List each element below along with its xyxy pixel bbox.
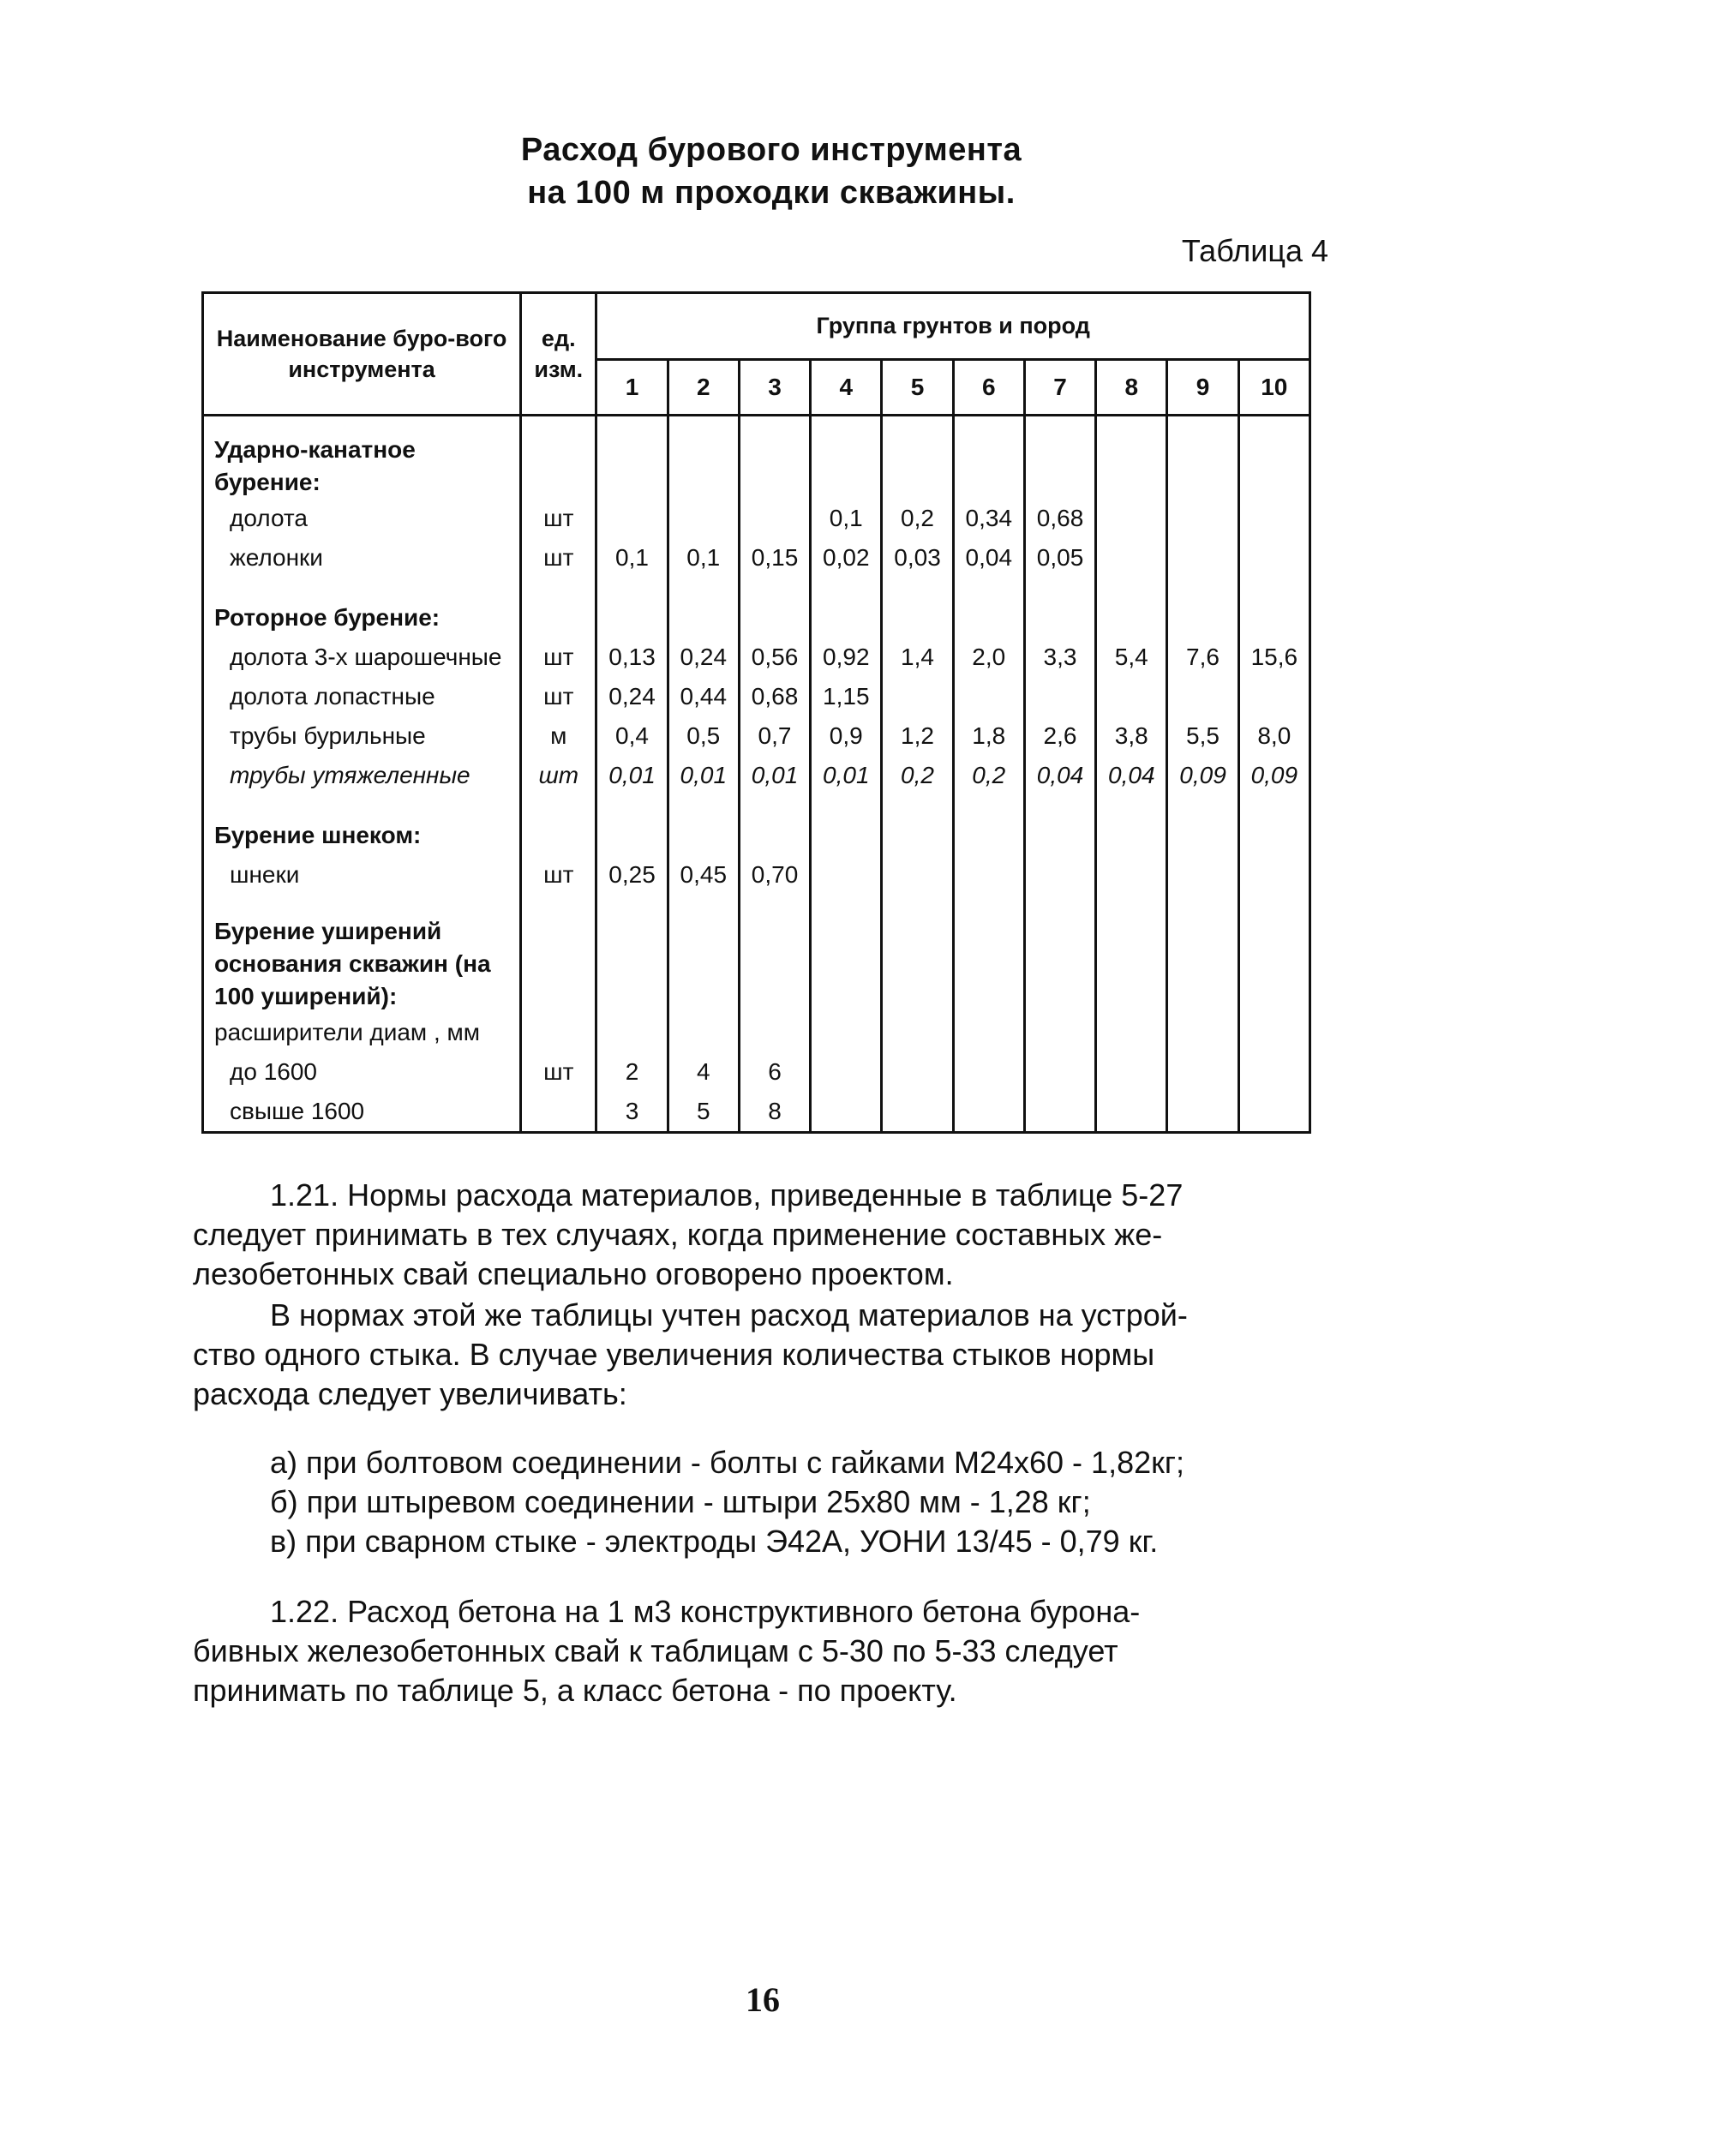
table-row (203, 855, 1310, 895)
value-cell: 1,8 (953, 716, 1024, 756)
spacer-cell (596, 795, 668, 809)
table-row (203, 756, 1310, 795)
value-cell (1238, 499, 1309, 538)
value-cell (1096, 1052, 1167, 1092)
value-cell: 1,4 (882, 638, 953, 677)
value-cell (953, 908, 1024, 1013)
spacer-cell (882, 895, 953, 908)
table-spacer-row (203, 578, 1310, 591)
table-spacer-row (203, 795, 1310, 809)
value-cell: 2,6 (1024, 716, 1095, 756)
value-cell (668, 416, 739, 500)
value-cell: 0,02 (811, 538, 882, 578)
value-cell: 0,45 (668, 855, 739, 895)
tool-name-cell: до 1600 (203, 1052, 521, 1092)
value-cell (1238, 1013, 1309, 1052)
paragraph-line: лезобетонных свай специально оговорено проектом. (193, 1256, 954, 1291)
unit-cell (521, 416, 596, 500)
value-cell: 0,9 (811, 716, 882, 756)
value-cell (953, 416, 1024, 500)
unit-cell (521, 908, 596, 1013)
value-cell (882, 1092, 953, 1133)
value-cell (1096, 855, 1167, 895)
spacer-cell (1238, 895, 1309, 908)
value-cell (1167, 809, 1238, 855)
spacer-cell (668, 795, 739, 809)
value-cell (882, 1013, 953, 1052)
value-cell: 0,09 (1167, 756, 1238, 795)
value-cell: 0,2 (882, 756, 953, 795)
table-row (203, 716, 1310, 756)
tool-name-cell: трубы бурильные (203, 716, 521, 756)
spacer-cell (953, 895, 1024, 908)
value-cell (811, 416, 882, 500)
spacer-cell (1096, 795, 1167, 809)
value-cell (668, 499, 739, 538)
header-group-number: 6 (953, 359, 1024, 415)
value-cell (882, 908, 953, 1013)
value-cell: 0,15 (739, 538, 810, 578)
header-group-number: 7 (1024, 359, 1095, 415)
value-cell (811, 908, 882, 1013)
value-cell: 8 (739, 1092, 810, 1133)
value-cell (1024, 809, 1095, 855)
value-cell: 0,01 (596, 756, 668, 795)
value-cell (1238, 591, 1309, 638)
paragraph-line: следует принимать в тех случаях, когда применение составных же- (193, 1217, 1163, 1252)
value-cell: 3,3 (1024, 638, 1095, 677)
value-cell (1024, 855, 1095, 895)
value-cell (1238, 908, 1309, 1013)
value-cell: 0,03 (882, 538, 953, 578)
table-row (203, 677, 1310, 716)
paragraph-line: расхода следует увеличивать: (193, 1376, 627, 1411)
value-cell: 0,4 (596, 716, 668, 756)
tool-name-cell: желонки (203, 538, 521, 578)
value-cell (1167, 1092, 1238, 1133)
value-cell (882, 416, 953, 500)
value-cell (1024, 591, 1095, 638)
value-cell (953, 809, 1024, 855)
value-cell: 0,1 (596, 538, 668, 578)
spacer-cell (203, 895, 521, 908)
unit-cell: шт (521, 677, 596, 716)
value-cell (1024, 1013, 1095, 1052)
unit-cell: шт (521, 638, 596, 677)
value-cell (1096, 908, 1167, 1013)
spacer-cell (739, 795, 810, 809)
tool-name-cell: расширители диам , мм (203, 1013, 521, 1052)
header-group-number: 9 (1167, 359, 1238, 415)
value-cell (1238, 809, 1309, 855)
spacer-cell (596, 578, 668, 591)
table-row (203, 538, 1310, 578)
header-group-number: 8 (1096, 359, 1167, 415)
value-cell (668, 809, 739, 855)
value-cell (811, 855, 882, 895)
value-cell (1096, 677, 1167, 716)
value-cell (1238, 416, 1309, 500)
header-group-number: 10 (1238, 359, 1309, 415)
value-cell: 0,24 (596, 677, 668, 716)
value-cell (739, 809, 810, 855)
header-group-number: 2 (668, 359, 739, 415)
value-cell (811, 1013, 882, 1052)
spacer-cell (203, 578, 521, 591)
spacer-cell (1238, 578, 1309, 591)
value-cell (1167, 591, 1238, 638)
value-cell (596, 591, 668, 638)
spacer-cell (521, 578, 596, 591)
paragraph-line: В нормах этой же таблицы учтен расход материалов на устрой- (270, 1297, 1188, 1333)
paragraph-1-22 (193, 1592, 1324, 1710)
table-row (203, 638, 1310, 677)
value-cell (596, 809, 668, 855)
spacer-cell (668, 578, 739, 591)
value-cell (1096, 809, 1167, 855)
table-row (203, 591, 1310, 638)
value-cell (596, 908, 668, 1013)
value-cell (1167, 499, 1238, 538)
value-cell: 0,2 (953, 756, 1024, 795)
value-cell: 0,04 (1024, 756, 1095, 795)
value-cell (1096, 1092, 1167, 1133)
value-cell (811, 809, 882, 855)
value-cell (739, 591, 810, 638)
joint-material-list (270, 1443, 1333, 1561)
value-cell (811, 1052, 882, 1092)
value-cell (1024, 1052, 1095, 1092)
tool-name-cell: свыше 1600 (203, 1092, 521, 1133)
page-number: 16 (746, 1980, 780, 2019)
spacer-cell (1167, 795, 1238, 809)
table-row (203, 809, 1310, 855)
header-group-number: 1 (596, 359, 668, 415)
value-cell (1167, 1052, 1238, 1092)
value-cell: 3,8 (1096, 716, 1167, 756)
value-cell (1024, 908, 1095, 1013)
value-cell (1238, 1052, 1309, 1092)
value-cell (596, 1013, 668, 1052)
value-cell: 0,2 (882, 499, 953, 538)
unit-cell (521, 1013, 596, 1052)
unit-cell: шт (521, 538, 596, 578)
value-cell (1167, 416, 1238, 500)
list-item: в) при сварном стыке - электроды Э42А, УОНИ 13/45 - 0,79 кг. (270, 1524, 1159, 1559)
spacer-cell (1024, 895, 1095, 908)
value-cell: 8,0 (1238, 716, 1309, 756)
spacer-cell (882, 578, 953, 591)
value-cell: 7,6 (1167, 638, 1238, 677)
value-cell (1167, 677, 1238, 716)
header-name-column: Наименование буро-вого инструмента (203, 293, 521, 416)
value-cell (596, 416, 668, 500)
table-row (203, 1092, 1310, 1133)
value-cell (668, 908, 739, 1013)
table-row (203, 1013, 1310, 1052)
value-cell (811, 591, 882, 638)
tool-name-cell: долота лопастные (203, 677, 521, 716)
table-row (203, 416, 1310, 500)
value-cell: 2,0 (953, 638, 1024, 677)
value-cell (1167, 908, 1238, 1013)
value-cell (1096, 1013, 1167, 1052)
value-cell (953, 677, 1024, 716)
unit-cell (521, 591, 596, 638)
spacer-cell (811, 795, 882, 809)
unit-cell: шт (521, 1052, 596, 1092)
value-cell (1238, 1092, 1309, 1133)
value-cell (882, 1052, 953, 1092)
value-cell: 0,5 (668, 716, 739, 756)
value-cell (1167, 855, 1238, 895)
unit-cell: шт (521, 499, 596, 538)
value-cell: 0,04 (1096, 756, 1167, 795)
section-heading-cell: Бурение уширений основания скважин (на 100 уширений): (203, 908, 521, 1013)
value-cell: 0,09 (1238, 756, 1309, 795)
spacer-cell (953, 578, 1024, 591)
tool-name-cell: трубы утяжеленные (203, 756, 521, 795)
value-cell (739, 499, 810, 538)
header-group-number: 5 (882, 359, 953, 415)
value-cell: 0,1 (668, 538, 739, 578)
value-cell: 0,05 (1024, 538, 1095, 578)
spacer-cell (1096, 578, 1167, 591)
value-cell: 5,5 (1167, 716, 1238, 756)
value-cell (953, 1052, 1024, 1092)
value-cell (882, 809, 953, 855)
unit-cell: шт (521, 855, 596, 895)
value-cell: 5,4 (1096, 638, 1167, 677)
value-cell (1024, 416, 1095, 500)
value-cell: 0,24 (668, 638, 739, 677)
spacer-cell (811, 895, 882, 908)
tool-name-cell: долота 3-х шарошечные (203, 638, 521, 677)
value-cell (739, 908, 810, 1013)
value-cell (953, 1092, 1024, 1133)
header-soil-group: Группа грунтов и пород (596, 293, 1310, 360)
drilling-tool-consumption-table (201, 291, 1311, 1134)
value-cell (953, 591, 1024, 638)
table-row (203, 908, 1310, 1013)
header-group-number: 4 (811, 359, 882, 415)
value-cell (596, 499, 668, 538)
value-cell (1096, 538, 1167, 578)
list-item: а) при болтовом соединении - болты с гайками М24х60 - 1,82кг; (270, 1445, 1184, 1480)
paragraph-line: бивных железобетонных свай к таблицам с 5-30 по 5-33 следует (193, 1633, 1118, 1668)
value-cell: 0,44 (668, 677, 739, 716)
value-cell: 0,01 (668, 756, 739, 795)
spacer-cell (1024, 795, 1095, 809)
spacer-cell (668, 895, 739, 908)
value-cell (1096, 416, 1167, 500)
paragraph-line: ство одного стыка. В случае увеличения количества стыков нормы (193, 1337, 1155, 1372)
value-cell (1167, 1013, 1238, 1052)
value-cell: 0,13 (596, 638, 668, 677)
spacer-cell (521, 795, 596, 809)
value-cell (811, 1092, 882, 1133)
unit-cell (521, 1092, 596, 1133)
value-cell: 0,56 (739, 638, 810, 677)
value-cell (1096, 591, 1167, 638)
value-cell: 6 (739, 1052, 810, 1092)
table-row (203, 1052, 1310, 1092)
header-group-number: 3 (739, 359, 810, 415)
spacer-cell (521, 895, 596, 908)
spacer-cell (739, 578, 810, 591)
table-spacer-row (203, 895, 1310, 908)
spacer-cell (1167, 895, 1238, 908)
document-title-line-1: Расход бурового инструмента (520, 132, 1022, 168)
spacer-cell (203, 795, 521, 809)
value-cell: 0,70 (739, 855, 810, 895)
value-cell (1024, 1092, 1095, 1133)
value-cell: 0,92 (811, 638, 882, 677)
value-cell: 1,15 (811, 677, 882, 716)
value-cell: 0,34 (953, 499, 1024, 538)
value-cell (1238, 538, 1309, 578)
value-cell (1238, 855, 1309, 895)
section-heading-cell: Бурение шнеком: (203, 809, 521, 855)
value-cell: 0,68 (1024, 499, 1095, 538)
value-cell (739, 416, 810, 500)
unit-cell: шт (521, 756, 596, 795)
value-cell (1167, 538, 1238, 578)
value-cell: 0,04 (953, 538, 1024, 578)
value-cell: 1,2 (882, 716, 953, 756)
list-item: б) при штыревом соединении - штыри 25х80 мм - 1,28 кг; (270, 1484, 1091, 1519)
value-cell: 2 (596, 1052, 668, 1092)
value-cell (953, 1013, 1024, 1052)
header-unit-column: ед. изм. (521, 293, 596, 416)
value-cell (1096, 499, 1167, 538)
value-cell (882, 677, 953, 716)
spacer-cell (1024, 578, 1095, 591)
spacer-cell (1238, 795, 1309, 809)
table-row (203, 499, 1310, 538)
section-heading-cell: Ударно-канатное бурение: (203, 416, 521, 500)
value-cell: 0,25 (596, 855, 668, 895)
spacer-cell (1167, 578, 1238, 591)
value-cell (882, 855, 953, 895)
value-cell: 5 (668, 1092, 739, 1133)
spacer-cell (953, 795, 1024, 809)
paragraph-1-21 (193, 1176, 1324, 1294)
spacer-cell (739, 895, 810, 908)
paragraph-line: 1.21. Нормы расхода материалов, приведенные в таблице 5-27 (270, 1177, 1184, 1213)
spacer-cell (596, 895, 668, 908)
value-cell (1024, 677, 1095, 716)
value-cell (953, 855, 1024, 895)
value-cell (1238, 677, 1309, 716)
section-heading-cell: Роторное бурение: (203, 591, 521, 638)
value-cell: 3 (596, 1092, 668, 1133)
spacer-cell (1096, 895, 1167, 908)
unit-cell: м (521, 716, 596, 756)
paragraph-1-21-continued (193, 1296, 1324, 1414)
value-cell: 0,01 (811, 756, 882, 795)
tool-name-cell: долота (203, 499, 521, 538)
table-label: Таблица 4 (1181, 233, 1328, 268)
document-title-line-2: на 100 м проходки скважины. (527, 175, 1016, 211)
unit-cell (521, 809, 596, 855)
value-cell: 0,68 (739, 677, 810, 716)
value-cell: 4 (668, 1052, 739, 1092)
value-cell (882, 591, 953, 638)
paragraph-line: 1.22. Расход бетона на 1 м3 конструктивного бетона бурона- (270, 1594, 1141, 1629)
value-cell (739, 1013, 810, 1052)
value-cell: 0,1 (811, 499, 882, 538)
value-cell (668, 1013, 739, 1052)
value-cell: 0,01 (739, 756, 810, 795)
spacer-cell (882, 795, 953, 809)
value-cell (668, 591, 739, 638)
value-cell: 0,7 (739, 716, 810, 756)
tool-name-cell: шнеки (203, 855, 521, 895)
value-cell: 15,6 (1238, 638, 1309, 677)
spacer-cell (811, 578, 882, 591)
paragraph-line: принимать по таблице 5, а класс бетона - по проекту. (193, 1673, 957, 1708)
